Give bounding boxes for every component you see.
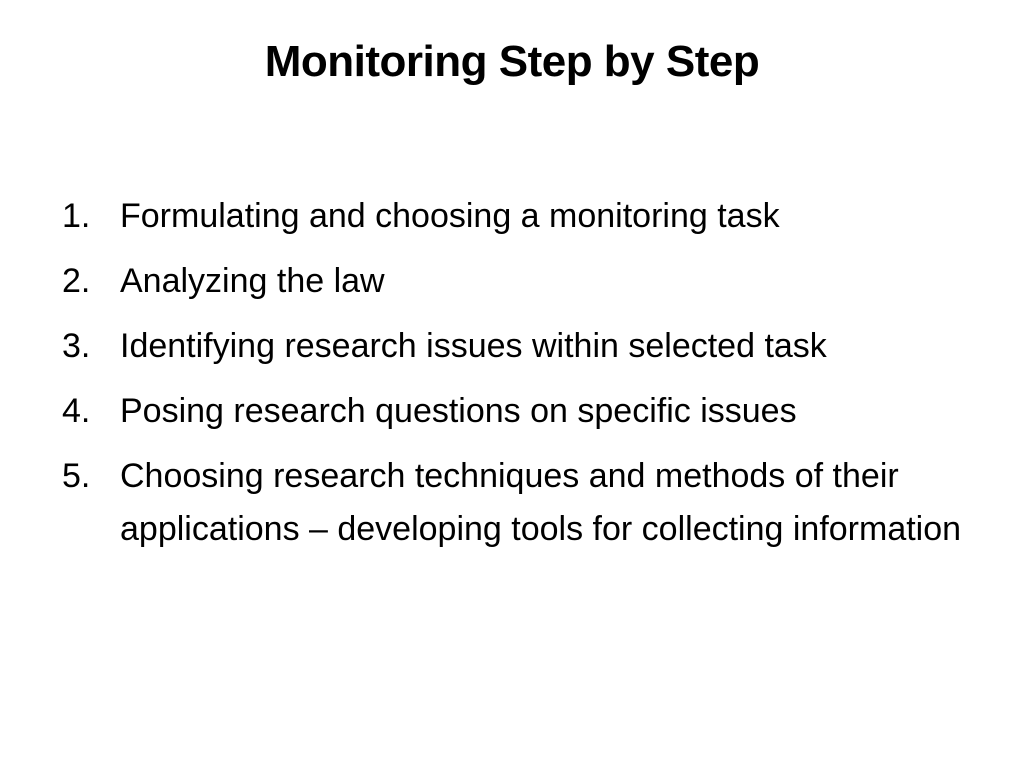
step-text: Choosing research techniques and methods of their applications – developing tools for collecting information — [120, 457, 962, 548]
list-item-step-3 — [62, 320, 962, 373]
step-text: Formulating and choosing a monitoring task — [120, 197, 780, 235]
step-number: 3. — [62, 327, 91, 365]
list-item-step-2 — [62, 255, 962, 308]
step-number: 5. — [62, 457, 91, 495]
monitoring-steps-list — [62, 190, 962, 568]
step-number: 4. — [62, 392, 91, 430]
step-text: Posing research questions on specific issues — [120, 392, 797, 430]
step-number: 1. — [62, 197, 91, 235]
step-number: 2. — [62, 262, 91, 300]
list-item-step-5 — [62, 450, 962, 556]
step-text: Analyzing the law — [120, 262, 385, 300]
list-item-step-4 — [62, 385, 962, 438]
step-text: Identifying research issues within selected task — [120, 327, 827, 365]
list-item-step-1 — [62, 190, 962, 243]
slide-title: Monitoring Step by Step — [264, 37, 760, 86]
